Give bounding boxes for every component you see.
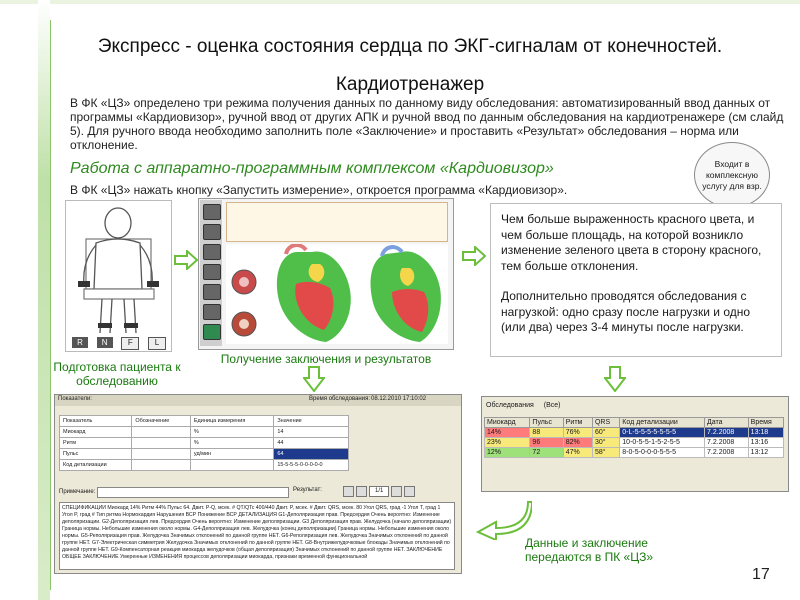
note-input[interactable]	[97, 487, 289, 498]
indicators-window	[54, 394, 462, 574]
electrode-f: F	[121, 337, 139, 350]
slide-title	[60, 28, 760, 104]
column-header[interactable]: Код детализации	[620, 418, 705, 428]
patient-caption: Подготовка пациента к обследованию	[53, 360, 181, 388]
electrode-n: N	[97, 337, 113, 348]
program-caption: Получение заключения и результатов	[220, 352, 432, 366]
arrow-right-icon	[174, 250, 198, 270]
cell-time: 13:18	[748, 428, 783, 438]
cell-unit	[190, 460, 273, 471]
toolbar-button[interactable]	[203, 284, 221, 300]
cell-name: Пульс	[60, 449, 132, 460]
column-header[interactable]: Единица измерения	[190, 416, 273, 427]
program-report-preview	[226, 202, 448, 242]
toolbar-button[interactable]	[203, 244, 221, 260]
arrow-right-icon	[462, 246, 486, 266]
page-number: 17	[752, 566, 770, 583]
table-row[interactable]	[485, 438, 784, 448]
cell-value: 14	[274, 427, 349, 438]
title-line-2: Кардиотренажер	[335, 74, 485, 95]
heart-monitor-icon[interactable]	[203, 324, 221, 340]
first-page-icon[interactable]	[343, 486, 354, 497]
cell-name: Ритм	[60, 438, 132, 449]
table-row[interactable]	[60, 427, 349, 438]
window-title: Показатели:	[58, 396, 92, 402]
indicators-table	[59, 415, 349, 471]
patient-illustration	[65, 200, 172, 352]
cell-qrs: 58°	[592, 448, 619, 458]
info-paragraph-1: Чем больше выраженность красного цвета, и чем больше площадь, на которой возникло изменение зеленого цвета в сторону красного, тем больше отклонения.	[501, 212, 762, 273]
page-indicator: 1/1	[369, 486, 389, 497]
table-row[interactable]	[485, 448, 784, 458]
cell-code	[132, 438, 191, 449]
column-header[interactable]: Пульс	[530, 418, 563, 428]
electrode-labels	[72, 337, 166, 349]
cell-value-selected[interactable]: 64	[274, 449, 349, 460]
note-label: Примечание:	[59, 489, 96, 495]
column-header[interactable]: QRS	[592, 418, 619, 428]
table-row-selected[interactable]	[485, 428, 784, 438]
column-header[interactable]: Значение	[274, 416, 349, 427]
toolbar-button[interactable]	[203, 264, 221, 280]
cell-time: 13:16	[748, 438, 783, 448]
cell-miokard: 14%	[485, 428, 530, 438]
electrode-l: L	[148, 337, 166, 350]
cell-name: Код детализации	[60, 460, 132, 471]
cell-code	[132, 449, 191, 460]
examinations-window	[481, 396, 789, 492]
table-row[interactable]	[60, 438, 349, 449]
service-badge: Входит в комплексную услугу для взр.	[694, 142, 770, 208]
cell-code: 10-0-5-5-1-5-2-5-5	[620, 438, 705, 448]
table-row[interactable]	[60, 449, 349, 460]
cell-pulse: 96	[530, 438, 563, 448]
info-box	[490, 203, 782, 357]
cell-pulse: 88	[530, 428, 563, 438]
cell-code: 0-L-5-5-5-5-5-5-5	[620, 428, 705, 438]
cell-miokard: 12%	[485, 448, 530, 458]
cell-code	[132, 427, 191, 438]
examinations-table	[484, 417, 784, 458]
cell-value: 15-5-5-5-0-0-0-0-0	[274, 460, 349, 471]
cell-date: 7.2.2008	[705, 448, 749, 458]
cell-qrs: 60°	[592, 428, 619, 438]
cell-code	[132, 460, 191, 471]
info-paragraph-2: Дополнительно проводятся обследования с нагрузкой: одно сразу после нагрузки и одно (или два) через 3-4 минуты после нагрузки.	[501, 289, 751, 334]
toolbar-button[interactable]	[203, 224, 221, 240]
specification-text: СПЕЦИФИКАЦИИ Миокард 14% Ритм 44% Пульс 64. Двит. P-Q, мсек. # QT/QTc 400/440 Двит. P, мсек. # Двит. QRS, мсек. 80 Угол QRS, град -1 Угол T, град 1 Угол P, град # Тип ритма Нормокардия Нарушения ВСР Понижение ВСР ДЕТАЛИЗАЦИЯ G1-Деполяризация прав. Предсердия Очень вероятно: Изменение деполяризации. G2-Деполяризация лев. Предсердия Очень вероятно: Изменение деполяризации. G3 Деполяризация прав. Желудочка (начало деполяризации) Граница нормы. Небольшие изменения около нормы. G4-Деполяризация лев. Желудочка (конец деполяризации) Граница нормы. Небольшие изменения около нормы. G5-Реполяризация прав. Желудочка Значимых отклонений по данной группе НЕТ. G6-Реполяризация лев. Желудочка Значимых отклонений по данной группе НЕТ. G7-Электрическая симметрия Желудочка Значимых отклонений по данной группе НЕТ. G8-Внутрижелудочковые блокады Значимых отклонений по данной группе НЕТ. G9-Компенсаторная реакция миокарда желудочков (общая деполяризация) Значимых отклонений по данной группе НЕТ. ЗАКЛЮЧЕНИЕ ОБЩЕЕ ЗАКЛЮЧЕНИЕ Умеренные ИЗМЕНЕНИЯ процессов деполяризации миокарда, признаки временной функциональной	[59, 502, 455, 570]
electrode-r: R	[72, 337, 88, 348]
column-header[interactable]: Миокард	[485, 418, 530, 428]
arrow-return-icon	[470, 500, 532, 540]
left-decoration	[38, 0, 50, 600]
intro-text: В ФК «ЦЗ» определено три режима получения данных по данному виду обследования: автоматизированный ввод данных от программы «Кардиовизор», ручной ввод от других АПК и ручной ввод по данным обследования на кардиотренажере (см слайд 5). Для ручного ввода необходимо заполнить поле «Заключение» и проставить «Результат» обследования – норма или отклонение.	[70, 96, 784, 152]
table-row[interactable]	[60, 460, 349, 471]
section-heading: Работа с аппаратно-программным комплексом «Кардиовизор»	[70, 160, 554, 177]
prev-page-icon[interactable]	[356, 486, 367, 497]
toolbar-button[interactable]	[203, 304, 221, 320]
column-header[interactable]: Показатель	[60, 416, 132, 427]
cell-rhythm: 76%	[563, 428, 592, 438]
left-divider	[50, 20, 51, 590]
heart-model-icon	[226, 244, 448, 344]
arrow-down-icon	[303, 366, 325, 392]
cell-time: 13:12	[748, 448, 783, 458]
program-toolbar	[200, 200, 222, 346]
exam-time-label: Время обследования:	[309, 396, 371, 402]
table-header-row	[60, 416, 349, 427]
indicators-window-header	[55, 395, 461, 406]
pager	[343, 486, 415, 497]
exam-time-value: 08.12.2010 17:10:02	[371, 396, 427, 402]
column-header[interactable]: Дата	[705, 418, 749, 428]
title-line-1: Экспресс - оценка состояния сердца по ЭКГ-сигналам от конечностей.	[97, 36, 723, 57]
column-header[interactable]: Ритм	[563, 418, 592, 428]
table-header-row	[485, 418, 784, 428]
filter-value[interactable]: (Все)	[543, 402, 561, 409]
last-page-icon[interactable]	[404, 486, 415, 497]
cell-date: 7.2.2008	[705, 438, 749, 448]
cell-unit: уд/мин	[190, 449, 273, 460]
top-band	[0, 0, 800, 4]
cell-rhythm: 82%	[563, 438, 592, 448]
patient-figure-icon	[66, 201, 171, 351]
cell-qrs: 30°	[592, 438, 619, 448]
cell-code: 8-0-5-0-0-0-5-5-5	[620, 448, 705, 458]
arrow-down-icon	[604, 366, 626, 392]
result-label: Результат:	[293, 487, 322, 493]
column-header[interactable]: Время	[748, 418, 783, 428]
cell-pulse: 72	[530, 448, 563, 458]
heart-maps	[226, 244, 448, 344]
next-page-icon[interactable]	[391, 486, 402, 497]
transfer-caption: Данные и заключение передаются в ПК «ЦЗ»	[525, 536, 653, 564]
cell-unit: %	[190, 427, 273, 438]
toolbar-button[interactable]	[203, 204, 221, 220]
section-text: В ФК «ЦЗ» нажать кнопку «Запустить измерение», откроется программа «Кардиовизор».	[70, 183, 568, 197]
cell-unit: %	[190, 438, 273, 449]
cell-miokard: 23%	[485, 438, 530, 448]
column-header[interactable]: Обозначение	[132, 416, 191, 427]
window-title: Обследования	[486, 402, 534, 409]
examinations-title	[486, 402, 560, 409]
cell-name: Миокард	[60, 427, 132, 438]
cell-rhythm: 47%	[563, 448, 592, 458]
cell-value: 44	[274, 438, 349, 449]
cell-date: 7.2.2008	[705, 428, 749, 438]
